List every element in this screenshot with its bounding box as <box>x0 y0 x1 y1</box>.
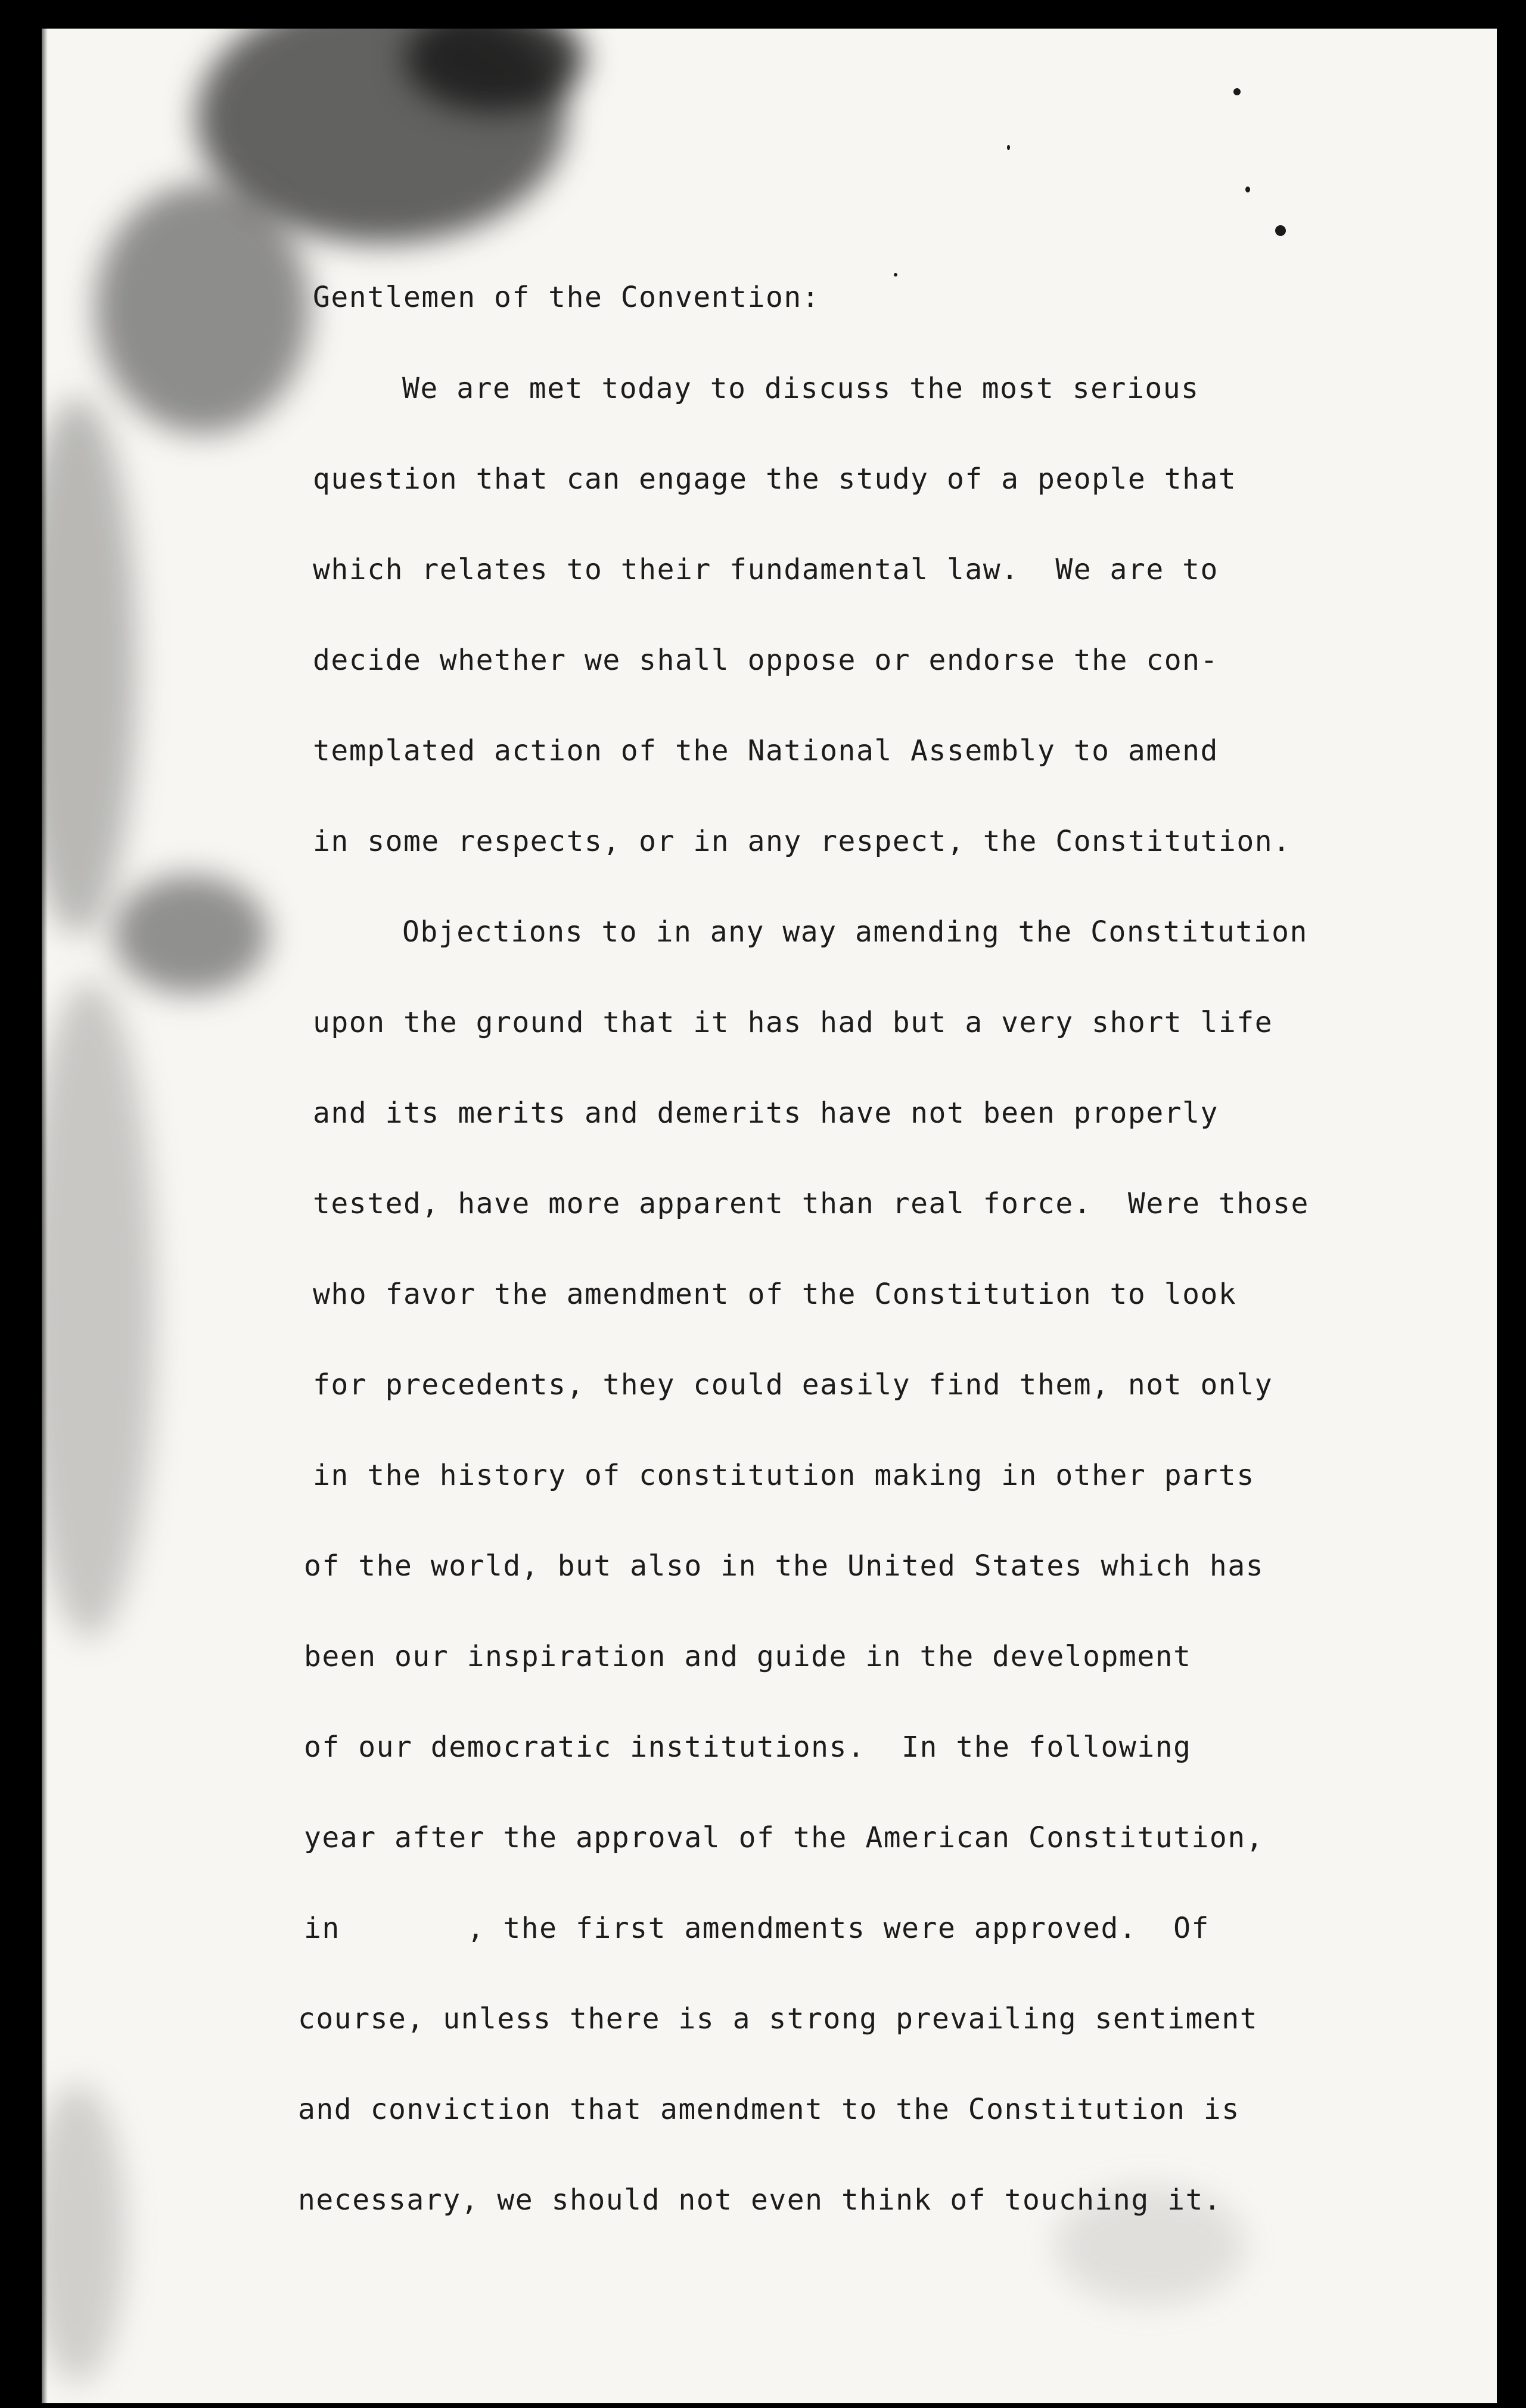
text-line: in some respects, or in any respect, the Constitution. <box>313 825 1291 858</box>
text-line: Objections to in any way amending the Constitution <box>402 915 1308 949</box>
text-line: for precedents, they could easily find them, not only <box>313 1368 1273 1402</box>
ink-speck <box>1275 225 1286 236</box>
text-line: who favor the amendment of the Constitution to look <box>313 1278 1237 1311</box>
ink-speck <box>1007 145 1010 150</box>
text-line: tested, have more apparent than real force. Were those <box>313 1187 1309 1220</box>
ink-stain <box>113 875 268 994</box>
ink-stain <box>42 2084 125 2382</box>
text-line: upon the ground that it has had but a very short life <box>313 1006 1273 1039</box>
text-line: which relates to their fundamental law. We are to <box>313 553 1219 586</box>
text-line: and conviction that amendment to the Constitution is <box>298 2093 1240 2126</box>
text-line: and its merits and demerits have not been properly <box>313 1096 1219 1130</box>
ink-stain <box>42 982 155 1638</box>
text-line: question that can engage the study of a people that <box>313 462 1237 496</box>
text-line: of the world, but also in the United States which has <box>304 1549 1264 1583</box>
text-line: We are met today to discuss the most serious <box>402 372 1199 405</box>
text-line: necessary, we should not even think of touching it. <box>298 2183 1222 2217</box>
ink-stain <box>197 29 566 243</box>
ink-speck <box>1245 187 1250 192</box>
page-edge-shadow <box>42 29 48 2403</box>
document-page <box>42 29 1497 2403</box>
ink-stain <box>42 398 137 934</box>
text-line: in the history of constitution making in other parts <box>313 1459 1255 1492</box>
text-line: in , the first amendments were approved. Of <box>304 1912 1210 1945</box>
text-line: templated action of the National Assembly to amend <box>313 734 1219 768</box>
text-line: decide whether we shall oppose or endorse the con- <box>313 644 1219 677</box>
text-line: of our democratic institutions. In the following <box>304 1730 1192 1764</box>
ink-speck <box>894 273 897 276</box>
ink-speck <box>1233 88 1241 95</box>
salutation: Gentlemen of the Convention: <box>313 281 821 314</box>
text-line: year after the approval of the American Constitution, <box>304 1821 1264 1854</box>
ink-stain <box>405 29 584 112</box>
text-line: course, unless there is a strong prevailing sentiment <box>298 2002 1258 2036</box>
text-line: been our inspiration and guide in the development <box>304 1640 1192 1673</box>
ink-stain <box>95 184 310 434</box>
